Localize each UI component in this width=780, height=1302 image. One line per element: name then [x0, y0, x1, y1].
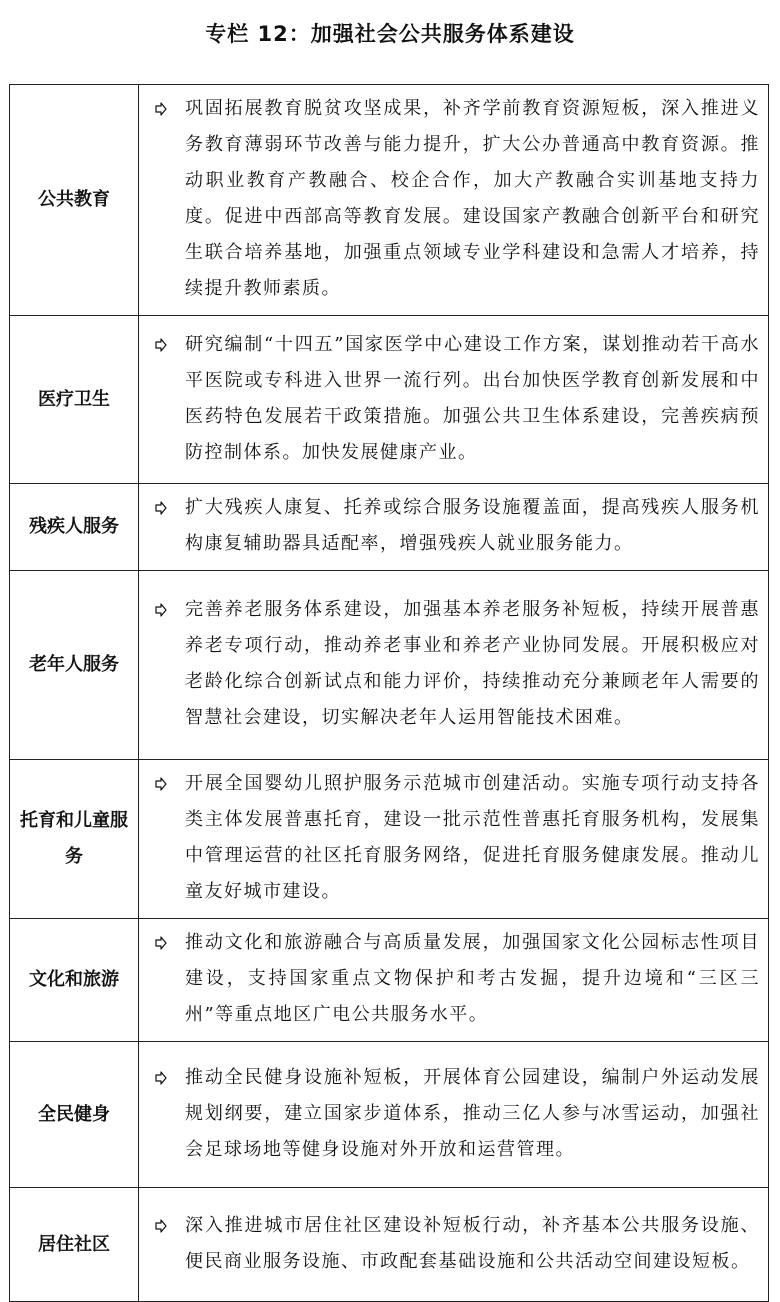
item-description: 研究编制“十四五”国家医学中心建设工作方案，谋划推动若干高水平医院或专科进入世界一流行列。出台加快医学教育创新发展和中医药特色发展若干政策措施。加强公共卫生体系建设，完善疾病预防控制体系。加快发展健康产业。 [185, 333, 760, 463]
category-cell: 文化和旅游 [10, 919, 139, 1042]
category-cell: 居住社区 [10, 1188, 139, 1302]
table-row [10, 1042, 769, 1188]
arrow-bullet-icon [155, 327, 177, 363]
arrow-bullet-icon [155, 925, 177, 961]
category-cell: 残疾人服务 [10, 484, 139, 571]
content-table [9, 84, 769, 1302]
table-row [10, 316, 769, 484]
table-row [10, 760, 769, 919]
arrow-bullet-icon [155, 1208, 177, 1244]
arrow-bullet-icon [155, 91, 177, 127]
item-description: 扩大残疾人康复、托养或综合服务设施覆盖面，提高残疾人服务机构康复辅助器具适配率，增强残疾人就业服务能力。 [185, 497, 760, 554]
arrow-bullet-icon [155, 490, 177, 526]
category-cell: 公共教育 [10, 85, 139, 316]
table-row [10, 484, 769, 571]
item-description: 推动全民健身设施补短板，开展体育公园建设，编制户外运动发展规划纲要，建立国家步道体系，推动三亿人参与冰雪运动，加强社会足球场地等健身设施对外开放和运营管理。 [185, 1066, 760, 1160]
arrow-bullet-icon [155, 766, 177, 802]
arrow-bullet-icon [155, 1060, 177, 1096]
table-row [10, 1188, 769, 1302]
category-cell: 托育和儿童服务 [10, 760, 139, 919]
item-description: 深入推进城市居住社区建设补短板行动，补齐基本公共服务设施、便民商业服务设施、市政配套基础设施和公共活动空间建设短板。 [185, 1214, 760, 1272]
category-cell: 全民健身 [10, 1042, 139, 1188]
arrow-bullet-icon [155, 592, 177, 628]
table-row [10, 571, 769, 760]
table-row [10, 85, 769, 316]
category-cell: 老年人服务 [10, 571, 139, 760]
page-title: 专栏 12：加强社会公共服务体系建设 [205, 22, 575, 46]
category-cell: 医疗卫生 [10, 316, 139, 484]
item-description: 开展全国婴幼儿照护服务示范城市创建活动。实施专项行动支持各类主体发展普惠托育，建设一批示范性普惠托育服务机构，发展集中管理运营的社区托育服务网络，促进托育服务健康发展。推动儿童友好城市建设。 [185, 773, 760, 902]
item-description: 完善养老服务体系建设，加强基本养老服务补短板，持续开展普惠养老专项行动，推动养老事业和养老产业协同发展。开展积极应对老龄化综合创新试点和能力评价，持续推动充分兼顾老年人需要的智慧社会建设，切实解决老年人运用智能技术困难。 [185, 599, 760, 728]
item-description: 推动文化和旅游融合与高质量发展，加强国家文化公园标志性项目建设，支持国家重点文物保护和考古发掘，提升边境和“三区三州”等重点地区广电公共服务水平。 [185, 932, 760, 1025]
table-row [10, 919, 769, 1042]
item-description: 巩固拓展教育脱贫攻坚成果，补齐学前教育资源短板，深入推进义务教育薄弱环节改善与能力提升，扩大公办普通高中教育资源。推动职业教育产教融合、校企合作，加大产教融合实训基地支持力度。促进中西部高等教育发展。建设国家产教融合创新平台和研究生联合培养基地，加强重点领域专业学科建设和急需人才培养，持续提升教师素质。 [185, 98, 760, 299]
